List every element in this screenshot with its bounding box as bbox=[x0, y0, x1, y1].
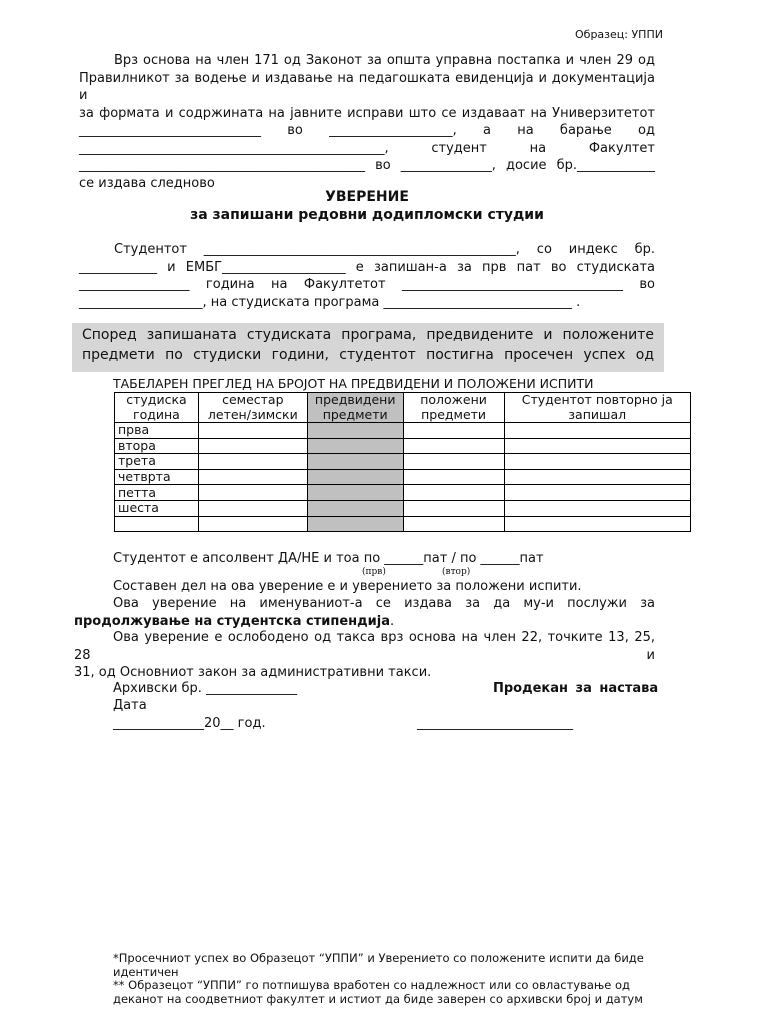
intro-line: ____________________________________________ во ______________, досие бр.____________ bbox=[79, 158, 655, 173]
purpose-line: Ова уверение на именуваниот-а се издава за да му-и послужи за bbox=[113, 596, 655, 611]
footnote-line: *Просечниот успех во Образецот “УППИ” и Уверението со положените испити да биде bbox=[113, 951, 644, 965]
fee-line: Ова уверение е ослободено од такса врз основа на член 22, точките 13, 25, 28 и bbox=[74, 630, 655, 663]
row-year: шеста bbox=[115, 500, 199, 516]
certificate-part-text: Составен дел на ова уверение е и уверението за положени испити. bbox=[113, 579, 582, 594]
intro-line: ____________________________ во ___________________, а на барање од bbox=[79, 123, 655, 138]
row-year: четврта bbox=[115, 469, 199, 485]
intro-line: се издава следново bbox=[79, 175, 215, 191]
absolvent-note-first: (прв) bbox=[362, 567, 386, 577]
form-code: Образец: УППИ bbox=[575, 28, 663, 41]
header-semester: семестар летен/зимски bbox=[198, 393, 307, 423]
table-row bbox=[115, 438, 691, 454]
table-row bbox=[115, 485, 691, 501]
intro-paragraph bbox=[79, 52, 655, 192]
archive-number: Архивски бр. ______________ bbox=[113, 681, 298, 696]
header-planned-subjects: предвидени предмети bbox=[307, 393, 403, 423]
purpose-paragraph: Ова уверение на именуваниот-а се издава за да му-и послужи за продолжување на студентска стипендија. bbox=[74, 596, 655, 629]
row-year: петта bbox=[115, 485, 199, 501]
table-header-row bbox=[115, 393, 691, 423]
row-year: втора bbox=[115, 438, 199, 454]
student-line: Студентот ________________________________________________, со индекс бр. bbox=[114, 242, 655, 257]
intro-line: Врз основа на член 171 од Законот за општа управна постапка и член 29 од bbox=[114, 53, 655, 68]
fee-line: 31, од Основниот закон за административни такси. bbox=[74, 665, 432, 680]
average-grade-line: Според запишаната студиската програма, предвидените и положените bbox=[82, 327, 654, 343]
row-year: трета bbox=[115, 454, 199, 470]
date-line: ______________20__ год. bbox=[113, 716, 266, 731]
table-row bbox=[115, 423, 691, 439]
absolvent-note-second: (втор) bbox=[442, 567, 471, 577]
student-line: ___________________, на студиската програма _____________________________ . bbox=[79, 294, 581, 310]
student-line: _________________ година на Факултетот __________________________________ во bbox=[79, 277, 655, 292]
table-row bbox=[115, 469, 691, 485]
row-year bbox=[115, 516, 199, 532]
purpose-bold: продолжување на студентска стипендија bbox=[74, 613, 390, 629]
average-grade-box bbox=[72, 323, 664, 372]
student-paragraph bbox=[79, 241, 655, 311]
table-row bbox=[115, 516, 691, 532]
table-caption: ТАБЕЛАРЕН ПРЕГЛЕД НА БРОЈОТ НА ПРЕДВИДЕНИ И ПОЛОЖЕНИ ИСПИТИ bbox=[113, 376, 594, 391]
fee-paragraph bbox=[74, 629, 655, 682]
footnote-line: деканот на соодветниот факултет и истиот да биде заверен со архивски број и датум bbox=[113, 991, 643, 1006]
document-subtitle: за запишани редовни додипломски студии bbox=[190, 207, 544, 223]
table-row bbox=[115, 500, 691, 516]
date-label: Дата bbox=[113, 698, 147, 713]
row-year: прва bbox=[115, 423, 199, 439]
document-title: УВЕРЕНИЕ bbox=[325, 189, 409, 205]
dean-title: Продекан за настава bbox=[493, 681, 659, 696]
footnote-line: ** Образецот “УППИ” го потпишува вработен со надлежност или со овластување од bbox=[113, 978, 630, 992]
footnotes bbox=[113, 952, 644, 1006]
intro-line: за формата и содржината на јавните исправи што се издаваат на Универзитетот bbox=[79, 105, 655, 121]
average-grade-line: предмети по студиски години, студентот постигна просечен успех од bbox=[82, 347, 654, 363]
header-study-year: студиска година bbox=[115, 393, 199, 423]
intro-line: _______________________________________________, студент на Факултет bbox=[79, 140, 655, 156]
header-passed-subjects: положени предмети bbox=[403, 393, 504, 423]
footnote-line: идентичен bbox=[113, 964, 179, 979]
absolvent-line: Студентот е апсолвент ДА/НЕ и тоа по ______пат / по ______пат bbox=[113, 551, 544, 566]
header-repeated: Студентот повторно ја запишал bbox=[504, 393, 690, 423]
table-row bbox=[115, 454, 691, 470]
intro-line: Правилникот за водење и издавање на педагошката евиденција и документација и bbox=[79, 70, 655, 103]
student-line: ____________ и ЕМБГ___________________ е запишан-а за прв пат во студиската bbox=[79, 259, 655, 275]
signature-line: ________________________ bbox=[417, 716, 573, 731]
exams-table bbox=[114, 392, 691, 532]
